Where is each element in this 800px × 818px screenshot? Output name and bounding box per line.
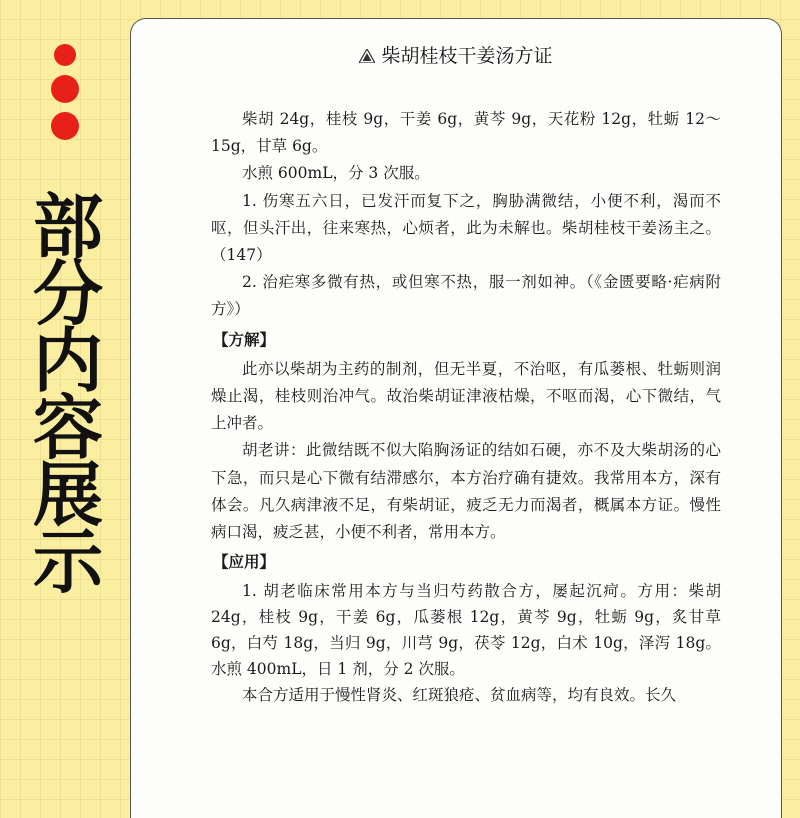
formula-paragraph: 柴胡 24g，桂枝 9g，干姜 6g，黄芩 9g，天花粉 12g，牡蛎 12～15g，甘草 6g。: [211, 110, 721, 156]
decorative-dots: [48, 44, 82, 149]
page-title: 柴胡桂枝干姜汤方证: [381, 45, 553, 67]
red-dot-icon: [51, 112, 79, 140]
side-title-char: 展: [33, 454, 103, 536]
clause-paragraph-2: 2. 治疟寒多微有热，或但寒不热，服一剂如神。（《金匮要略·疟病附方》）: [211, 273, 721, 319]
page-body: [211, 106, 721, 708]
decoction-paragraph: 水煎 600mL，分 3 次服。: [242, 164, 430, 183]
fangjie-paragraph-2: 胡老讲：此微结既不似大陷胸汤证的结如石硬，亦不及大柴胡汤的心下急，而只是心下微有结滞感尔，本方治疗确有捷效。我常用本方，深有体会。凡久病津液不足，有柴胡证，疲乏无力而渴者，概属本方证。慢性病口渴，疲乏甚，小便不利者，常用本方。: [211, 441, 721, 542]
side-title-char: 内: [33, 320, 103, 402]
yingyong-paragraph-2: 本合方适用于慢性肾炎、红斑狼疮、贫血病等，均有良效。长久: [242, 686, 677, 705]
red-dot-icon: [54, 44, 76, 66]
clause-paragraph-1: 1. 伤寒五六日，已发汗而复下之，胸胁满微结，小便不利，渴而不呕，但头汗出，往来寒热，心烦者，此为未解也。柴胡桂枝干姜汤主之。（147）: [211, 191, 721, 265]
side-title-char: 容: [33, 387, 103, 469]
side-title-char: 部: [33, 186, 103, 268]
side-title: [28, 186, 108, 603]
red-dot-icon: [51, 75, 79, 103]
fangjie-paragraph-1: 此亦以柴胡为主药的制剂，但无半夏，不治呕，有瓜蒌根、牡蛎则润燥止渴，桂枝则治冲气。故治柴胡证津液枯燥，不呕而渴，心下微结，气上冲者。: [211, 359, 721, 433]
section-heading-fangjie: 【方解】: [213, 330, 276, 349]
ornament-icon: [359, 49, 375, 63]
side-title-char: 分: [33, 253, 103, 335]
side-title-char: 示: [33, 521, 103, 603]
section-heading-yingyong: 【应用】: [213, 553, 276, 572]
book-page: [130, 18, 782, 818]
yingyong-paragraph-1: 1. 胡老临床常用本方与当归芍药散合方，屡起沉疴。方用：柴胡 24g，桂枝 9g，干姜 6g，瓜蒌根 12g，黄芩 9g，牡蛎 9g，炙甘草 6g，白芍 18g，当归 9g，川芎 9g，茯苓 12g，白术 10g，泽泻 18g。水煎 400mL，日 1 剂，分 2 次服。: [211, 582, 721, 679]
page-header: [131, 41, 781, 68]
